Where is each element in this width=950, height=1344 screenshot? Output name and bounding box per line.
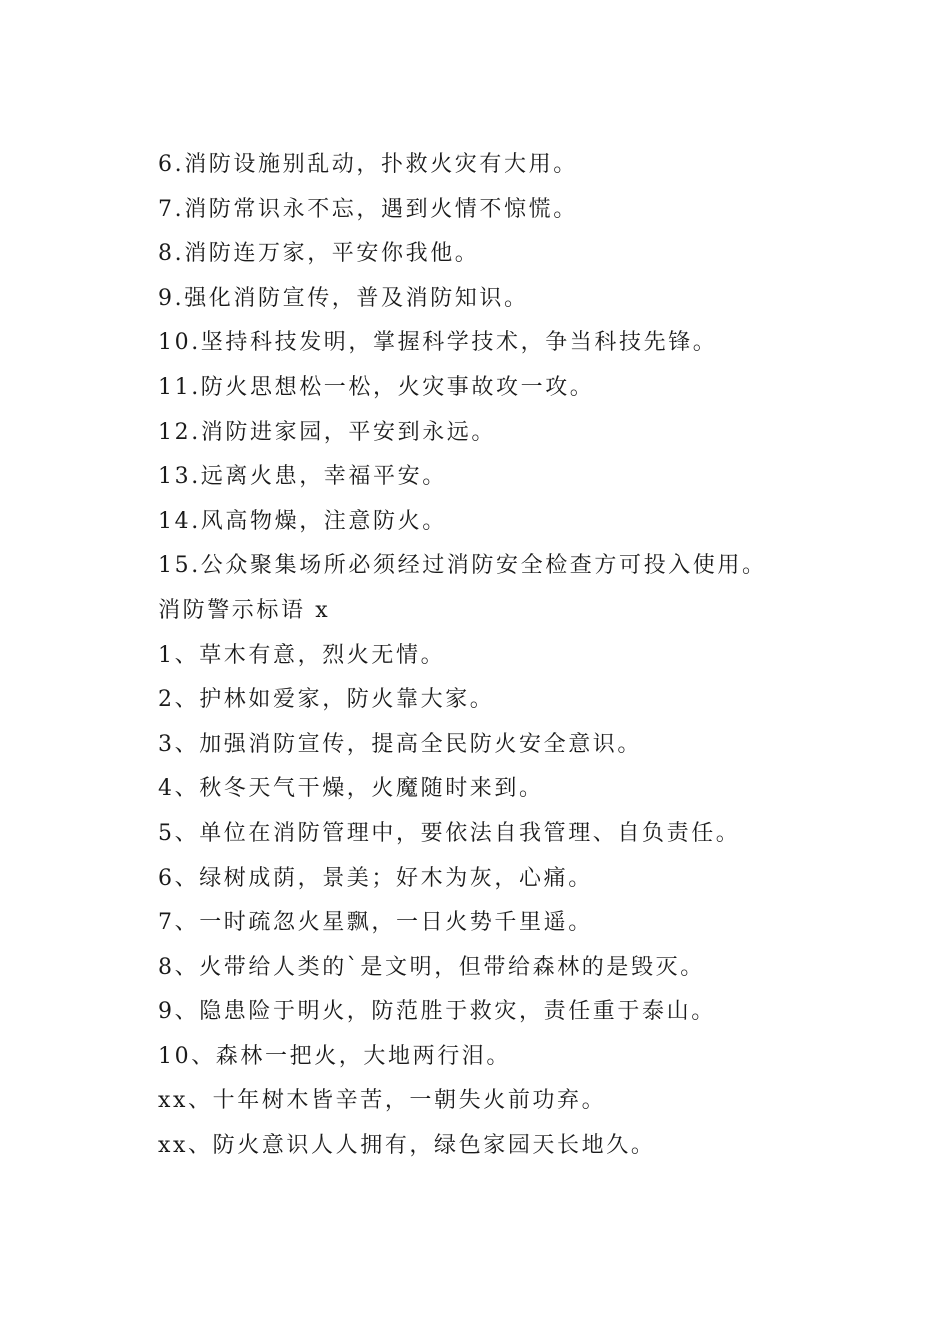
text-line: 2、护林如爱家，防火靠大家。	[158, 687, 495, 713]
text-line: 7.消防常识永不忘，遇到火情不惊慌。	[158, 196, 578, 222]
text-line: 14.风高物燥，注意防火。	[158, 508, 447, 534]
text-line: 6.消防设施别乱动，扑救火灾有大用。	[158, 152, 578, 177]
text-line: 5、单位在消防管理中，要依法自我管理、自负责任。	[158, 820, 741, 846]
section-heading: 消防警示标语 x	[158, 597, 331, 623]
text-line: 7、一时疏忽火星飘，一日火势千里遥。	[158, 910, 593, 936]
text-line: 12.消防进家园，平安到永远。	[158, 419, 496, 445]
text-line: 15.公众聚集场所必须经过消防安全检查方可投入使用。	[158, 553, 767, 579]
text-line: 11.防火思想松一松，火灾事故攻一攻。	[158, 374, 595, 400]
text-line: 10、森林一把火，大地两行泪。	[158, 1043, 511, 1069]
text-line: 9.强化消防宣传，普及消防知识。	[158, 285, 529, 311]
document-body	[158, 143, 918, 1169]
text-line: 6、绿树成荫，景美；好木为灰，心痛。	[158, 865, 593, 891]
text-line: xx、十年树木皆辛苦，一朝失火前功弃。	[158, 1088, 607, 1114]
text-line: 4、秋冬天气干燥，火魔随时来到。	[158, 776, 544, 802]
text-line: 3、加强消防宣传，提高全民防火安全意识。	[158, 731, 642, 757]
text-line: 10.坚持科技发明，掌握科学技术，争当科技先锋。	[158, 330, 718, 356]
text-line: 1、草木有意，烈火无情。	[158, 642, 446, 668]
text-line: 13.远离火患，幸福平安。	[158, 464, 447, 490]
text-line: 9、隐患险于明火，防范胜于救灾，责任重于泰山。	[158, 999, 716, 1025]
text-line: 8、火带给人类的`是文明，但带给森林的是毁灭。	[158, 954, 705, 980]
text-line: 8.消防连万家，平安你我他。	[158, 241, 480, 267]
text-line: xx、防火意识人人拥有，绿色家园天长地久。	[158, 1133, 656, 1159]
